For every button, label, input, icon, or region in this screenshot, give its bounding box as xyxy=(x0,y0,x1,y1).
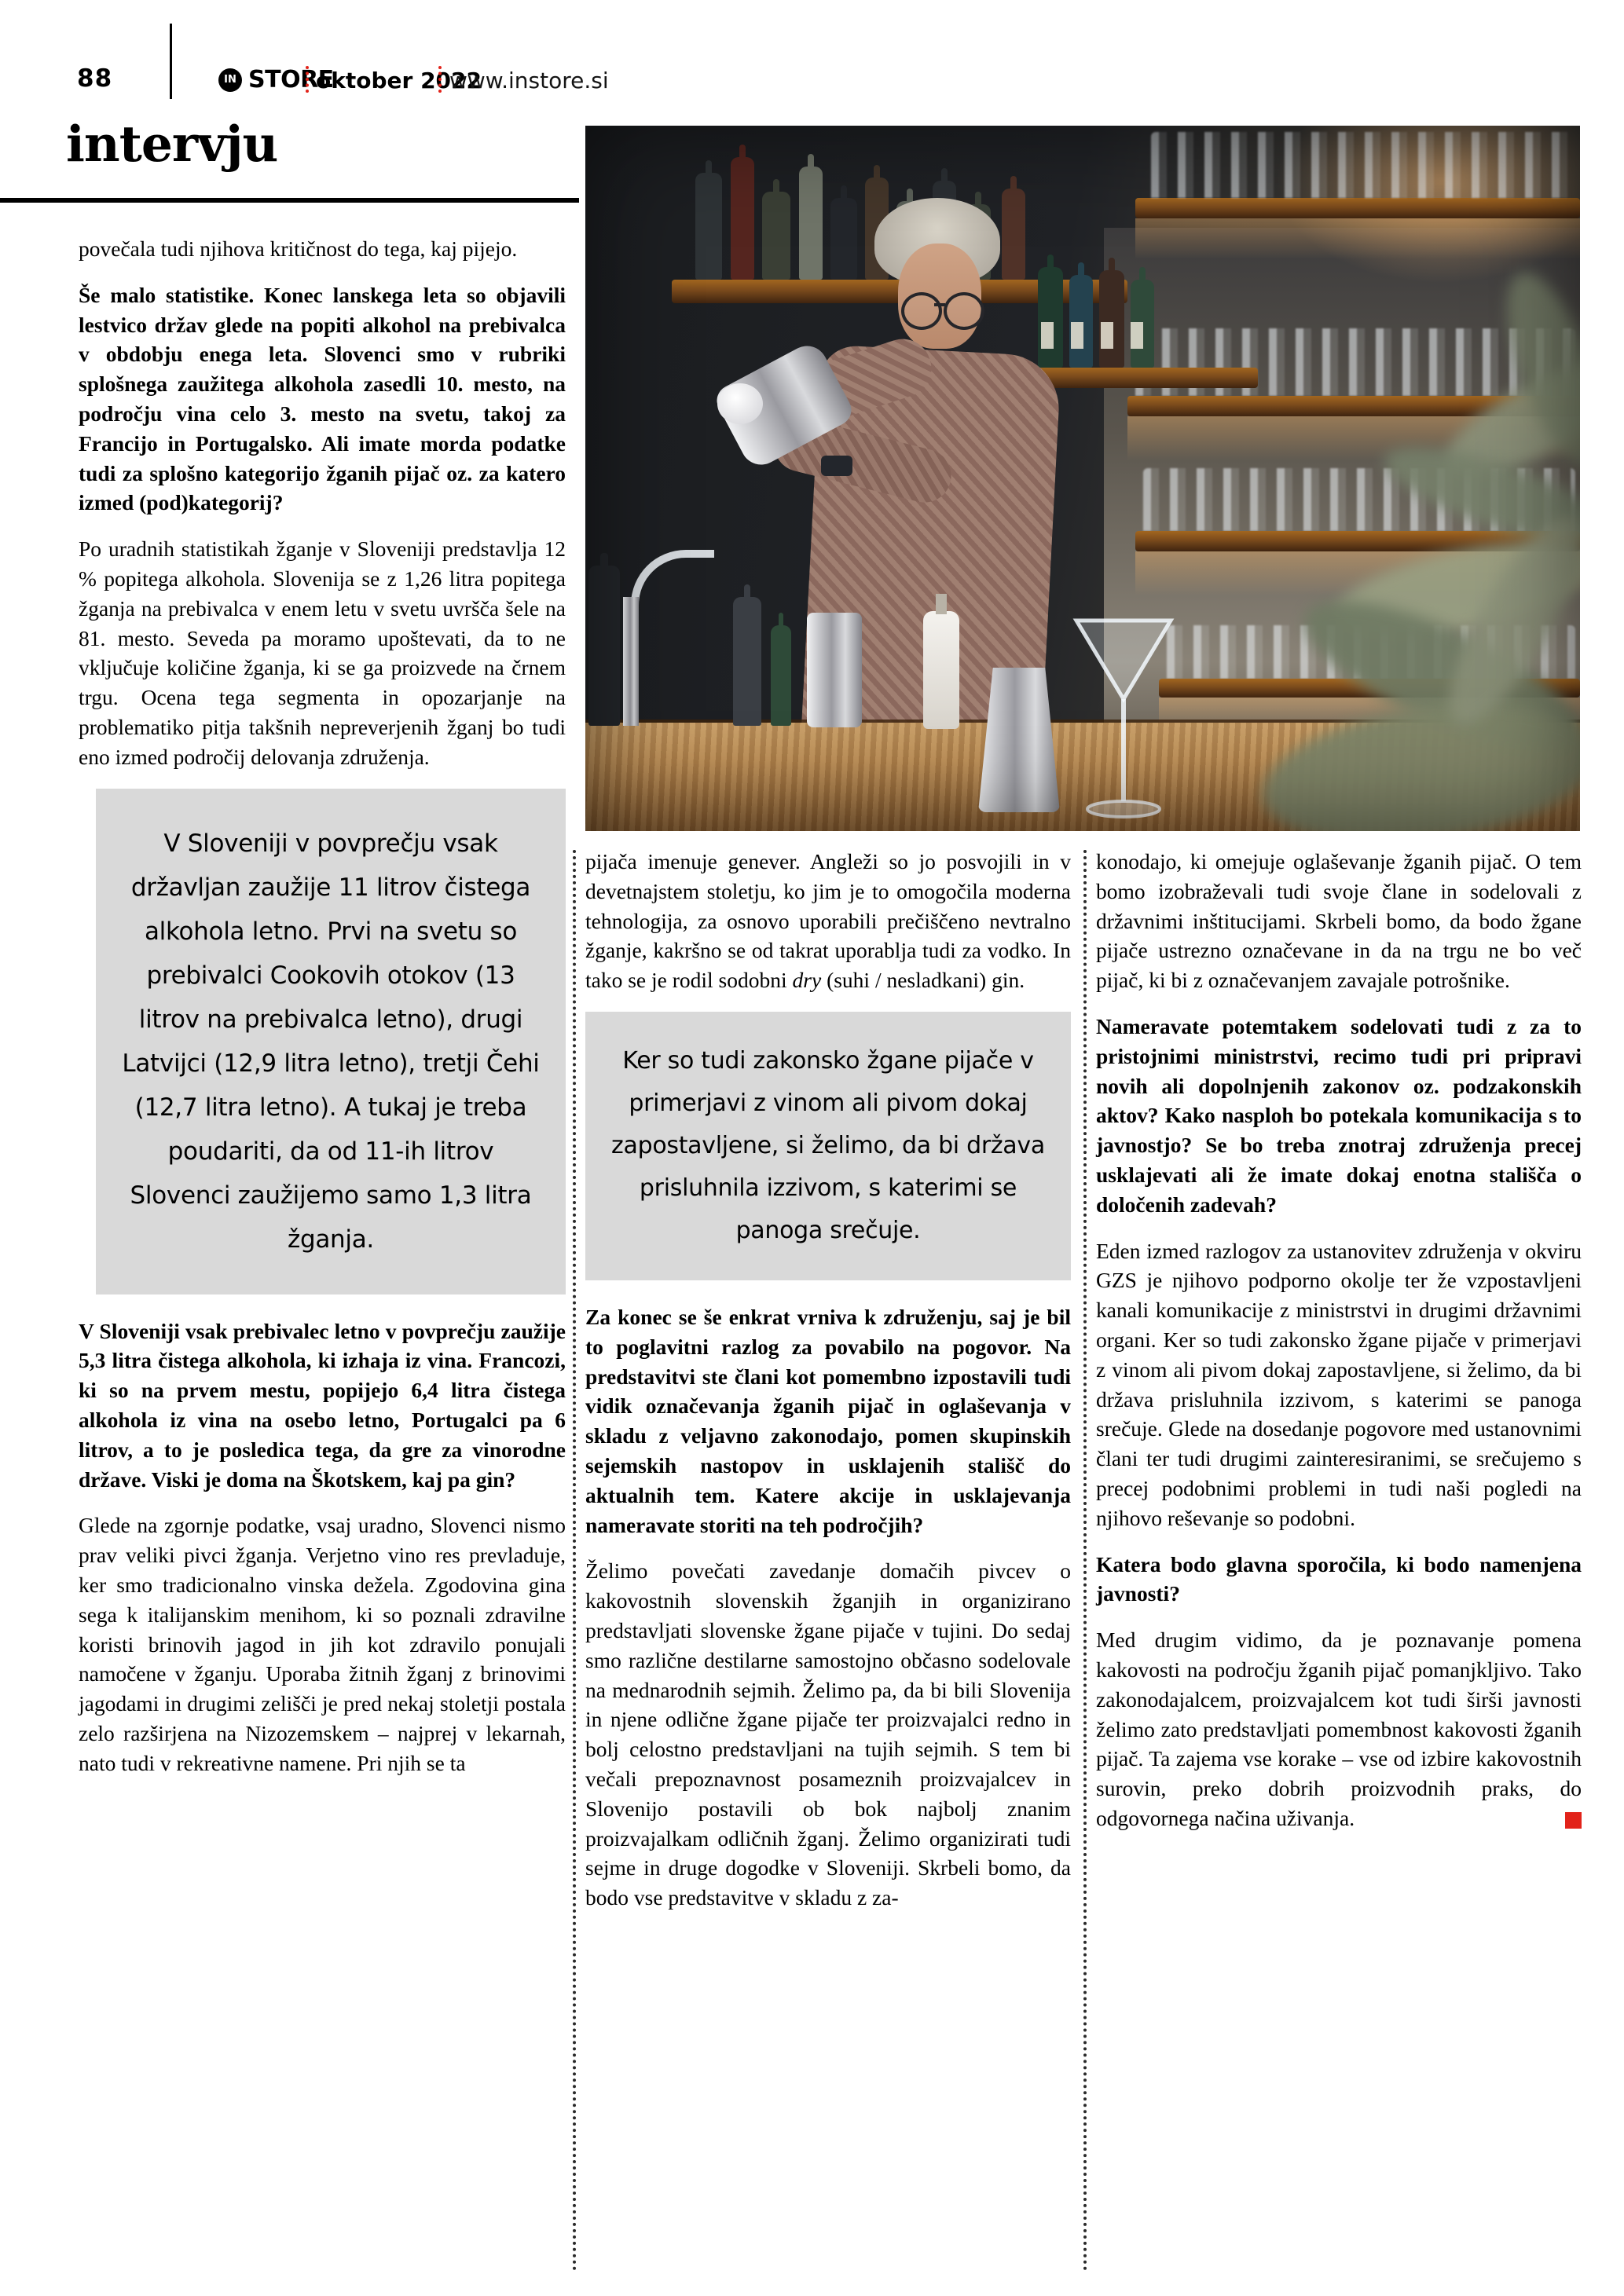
instore-logo-icon: IN xyxy=(218,68,242,92)
page-number: 88 xyxy=(77,64,113,93)
paragraph: povečala tudi njihova kritičnost do tega, kaj pijejo. xyxy=(79,236,518,261)
instore-logo-text: STORE xyxy=(248,66,334,93)
interview-question: V Sloveniji vsak prebivalec letno v povprečju zaužije 5,3 litra čistega alkohola, ki izhaja iz vina. Francozi, ki so na prvem mestu, popijejo 6,4 litra čistega alkohola iz vina na osebo letno, Portugalci pa 6 litrov, a to je posledica tega, da gre za vinorodne države. Viski je doma na Škotskem, kaj pa gin? xyxy=(79,1318,566,1492)
paragraph-text: pijača imenuje genever. Angleži so jo posvojili in v devetnajstem stoletju, ko jim je to omogočila moderna tehnologija, za osnovo uporabili prečiščeno nevtralno žganje, kakršno se od takrat uporablja tudi za vodko. In tako se je rodil sodobni xyxy=(585,849,1071,993)
article-column-right xyxy=(1096,847,1582,1850)
paragraph xyxy=(1096,1625,1582,1833)
column-separator xyxy=(573,850,576,2272)
paragraph: Po uradnih statistikah žganje v Sloveniji predstavlja 12 % popitega alkohola. Slovenija se z 1,26 litra popitega žganja na prebivalca v enem letu v svetu uvršča šele na 81. mesto. Seveda pa moramo upoštevati, da to ne vključuje količine žganja, ki se ga proizvede na črnem trgu. Ocena tega segmenta in opozarjanje na problematiko pitja takšnih nepreverjenih žganj bo tudi eno izmed področij delovanja združenja. xyxy=(79,536,566,769)
article-end-mark xyxy=(1565,1812,1582,1829)
title-rule xyxy=(0,198,579,203)
paragraph-text: Med drugim vidimo, da je poznavanje pomena kakovosti na področju žganih pijač pomanjkljivo. Tako zakonodajalcem, proizvajalcem kot tudi širši javnosti želimo zato predstavljati pomembnost kakovosti žganih pijač. Ta zajema vse korake – vse od izbire kakovostnih surovin, preko dobrih proizvodnih praks, do odgovornega načina uživanja. xyxy=(1096,1628,1582,1830)
website-url: www.instore.si xyxy=(449,68,609,93)
issue-date: oktober 2022 xyxy=(316,68,482,93)
interview-question: Še malo statistike. Konec lanskega leta so objavili lestvico držav glede na popiti alkohol na prebivalca v obdobju enega leta. Slovenci smo v rubriki splošnega zaužitega alkohola zasedli 10. mesto, na področju vina celo 3. mesto na svetu, takoj za Francijo in Portugalsko. Ali imate morda podatke tudi za splošno kategorijo žganih pijač oz. za katero izmed (pod)kategorij? xyxy=(79,282,566,515)
paragraph-text: (suhi / nesladkani) gin. xyxy=(821,968,1025,993)
interview-question: Katera bodo glavna sporočila, ki bodo namenjena javnosti? xyxy=(1096,1551,1582,1606)
paragraph: Glede na zgornje podatke, vsaj uradno, Slovenci nismo prav veliki pivci žganja. Verjetno vino res prevladuje, ker smo tradicionalno vinska dežela. Zgodovina gina sega k italijanskim menihom, ki so poznali zdravilne koristi brinovih jagod in jih kot zdravilo ponujali namočene v žganju. Uporaba žitnih žganj z brinovimi jagodami in drugimi zelišči je pred nekaj stoletji postala zelo razširjena na Nizozemskem – najprej v lekarnah, nato tudi v rekreativne namene. Pri njih se ta xyxy=(79,1513,566,1775)
column-separator xyxy=(1083,850,1087,2272)
pull-quote: Ker so tudi zakonsko žgane pijače v primerjavi z vinom ali pivom dokaj zapostavljene, si želimo, da bi država prisluhnila izzivom, s katerimi se panoga srečuje. xyxy=(585,1012,1071,1280)
pull-quote: V Sloveniji v povprečju vsak državljan zaužije 11 litrov čistega alkohola letno. Prvi na svetu so prebivalci Cookovih otokov (13 litrov na prebivalca letno), drugi Latvijci (12,9 litra letno), tretji Čehi (12,7 litra letno). A tukaj je treba poudariti, da od 11-ih litrov Slovenci zaužijemo samo 1,3 litra žganja. xyxy=(96,789,566,1294)
article-column-left xyxy=(79,234,566,1795)
section-title: intervju xyxy=(66,115,278,173)
interview-question: Za konec se še enkrat vrniva k združenju, saj je bil to poglavitni razlog za povabilo na pogovor. Na predstavitvi ste člani kot pomembno izpostavili tudi vidik označevanja žganih pijač in oglaševanja v skladu z veljavno zakonodajo, pomen skupinskih sejemskih nastopov in usklajenih stališč do aktualnih tem. Katere akcije in usklajevanja nameravate storiti na teh področjih? xyxy=(585,1304,1071,1537)
header-dotted-separator xyxy=(438,66,442,93)
paragraph: Eden izmed razlogov za ustanovitev združenja v okviru GZS je njihovo podporno okolje ter že vzpostavljeni kanali komunikacije z ministrstvi in drugimi državnimi organi. Ker so tudi zakonsko žgane pijače v primerjavi z vinom ali pivom dokaj zapostavljene, si želimo, da bi država prisluhnila izzivom, s katerimi se panoga srečuje. Glede na dosedanje pogovore med ustanovnimi člani ter tudi drugimi zainteresiranimi, se srečujemo s precej podobnimi problemi in tudi naši pogledi na njihovo reševanje so podobni. xyxy=(1096,1238,1582,1530)
photo-bartender xyxy=(585,126,1580,831)
header-divider-line xyxy=(170,24,172,99)
photo-vignette xyxy=(585,126,1580,831)
paragraph: Želimo povečati zavedanje domačih pivcev o kakovostnih slovenskih žganjih in organizirano predstavljati slovenske žgane pijače v tujini. Do sedaj smo različne destilarne samostojno občasno sodelovale na mednarodnih sejmih. Želimo pa, da bi bili Slovenija in njene odlične žgane pijače ter proizvajalci redno in bolj celostno predstavljani na tujih sejmih. S tem bi večali prepoznavnost posameznih proizvajalcev in Slovenijo postavili ob bok najbolj znanim proizvajalkam odličnih žganj. Želimo organizirati tudi sejme in druge dogodke v Sloveniji. Skrbeli bomo, da bodo vse predstavitve v skladu z za- xyxy=(585,1558,1071,1910)
italic-term: dry xyxy=(792,968,822,993)
header-dotted-separator xyxy=(306,66,309,93)
interview-question: Nameravate potemtakem sodelovati tudi z za to pristojnimi ministrstvi, recimo tudi pri pripravi novih ali dopolnjenih zakonov oz. podzakonskih aktov? Kako nasploh bo potekala komunikacija s to javnostjo? Se bo treba znotraj združenja precej usklajevati ali že imate dokaj enotna stališča o določenih zadevah? xyxy=(1096,1013,1582,1217)
article-column-middle xyxy=(585,847,1071,1929)
paragraph xyxy=(585,847,1071,995)
paragraph: konodajo, ki omejuje oglaševanje žganih pijač. O tem bomo izobraževali tudi svoje člane in sodelovali z državnimi inštitucijami. Skrbeli bomo, da bodo žgane pijače ustrezno označevane in da na trgu ne bo več pijač, ki bi z označevanjem zavajale potrošnike. xyxy=(1096,849,1582,993)
